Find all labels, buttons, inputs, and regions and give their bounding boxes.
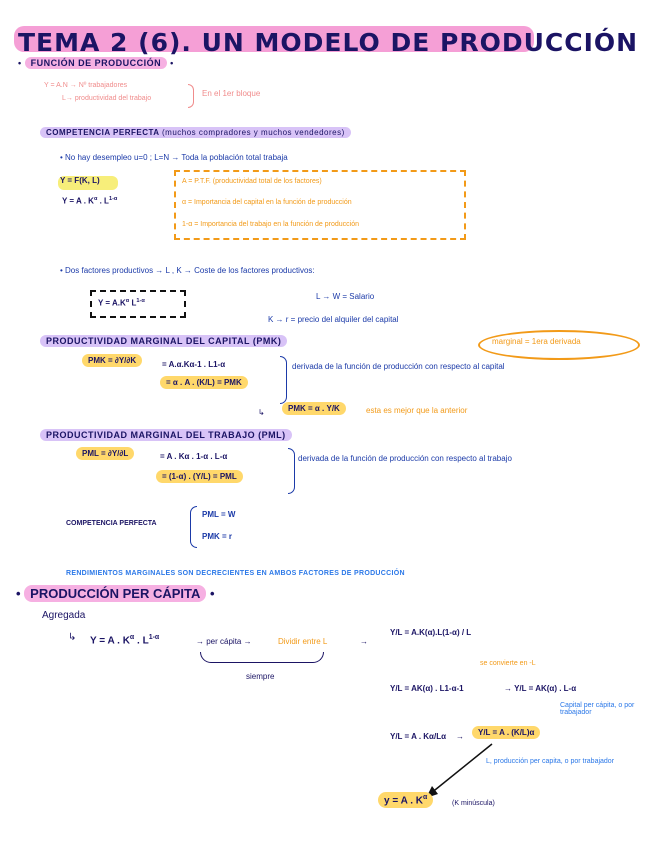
funcion-brace	[188, 84, 194, 108]
pmk-heading: PRODUCTIVIDAD MARGINAL DEL CAPITAL (PMK)	[40, 336, 287, 346]
cp2-brace	[190, 506, 197, 548]
def-a: A = P.T.F. (productividad total de los factores)	[182, 178, 322, 185]
eq-final: y = A . $K^\alpha$	[378, 792, 433, 808]
pml-heading: PRODUCTIVIDAD MARGINAL DEL TRABAJO (PML)	[40, 430, 292, 440]
pml-desc: derivada de la función de producción con respecto al trabajo	[298, 454, 512, 463]
pmk-f3: PMK = α . Y/K	[282, 402, 346, 415]
siempre-brace	[200, 652, 324, 663]
pml-f1-left: PML = ∂Y/∂L	[76, 447, 134, 460]
pmk-f1-left: PMK = ∂Y/∂K	[82, 354, 142, 367]
per-capita-label: → per cápita →	[196, 637, 252, 646]
pmk-desc: derivada de la función de producción con respecto al capital	[292, 362, 505, 371]
siempre-label: siempre	[246, 672, 275, 681]
per-capita-heading: • PRODUCCIÓN PER CÁPITA •	[16, 586, 215, 601]
frac1: Y/L = A.K(α).L(1-α) / L	[390, 628, 472, 637]
funcion-heading: • FUNCIÓN DE PRODUCCIÓN •	[18, 58, 174, 68]
eq-b2: → Y/L = AK(α) . L-α	[504, 684, 577, 693]
agregada-arrow: ↳	[68, 632, 77, 643]
dividir-arrow: →	[360, 637, 368, 646]
funcion-line2: L→ productividad del trabajo	[62, 95, 152, 102]
marginal-note: marginal = 1era derivada	[492, 337, 581, 346]
eq-main: Y = A . $K^\alpha$ . $L^{1-\alpha}$	[90, 634, 160, 647]
funcion-line1: Y = A.N → Nº trabajadores	[44, 82, 128, 89]
pmk-f1-right: = A.α.Kα-1 . L1-α	[162, 360, 226, 369]
agregada-label: Agregada	[42, 610, 86, 621]
cost-labor: L → W = Salario	[316, 292, 375, 301]
eq-b1: Y/L = AK(α) . L1-α-1	[390, 684, 464, 693]
dividir-label: Dividir entre L	[278, 637, 328, 646]
page-title: TEMA 2 (6). UN MODELO DE PRODUCCIÓN	[18, 28, 639, 57]
eq2: Y = A . $K^\alpha$ . $L^{1-\alpha}$	[62, 196, 118, 206]
cost-capital: K → r = precio del alquiler del capital	[268, 315, 399, 324]
note-prod: L, producción per capita, o por trabajador	[486, 758, 615, 765]
pmk-f2: = α . A . (K/L) = PMK	[160, 376, 248, 389]
competencia-bullet2: • Dos factores productivos → L , K → Coste de los factores productivos:	[60, 266, 315, 275]
funcion-side: En el 1er bloque	[202, 89, 261, 98]
cp2-a: PML = W	[202, 510, 236, 519]
pml-f1-right: = A . Kα . 1-α . L-α	[160, 452, 228, 461]
pmk-brace	[280, 356, 287, 404]
eq-c-arrow: →	[456, 732, 464, 741]
arrow-to-final	[420, 740, 500, 800]
eq1: Y = F(K, L)	[60, 176, 100, 185]
pmk-arrow: ↳	[258, 408, 265, 417]
note-convierte: se convierte en -L	[480, 660, 536, 667]
cp2-b: PMK = r	[202, 532, 233, 541]
def-alpha: α = Importancia del capital en la función de producción	[182, 199, 352, 206]
cp2-label: COMPETENCIA PERFECTA	[66, 520, 157, 527]
pml-brace	[288, 448, 295, 494]
rendimientos-note: RENDIMIENTOS MARGINALES SON DECRECIENTES EN AMBOS FACTORES DE PRODUCCIÓN	[66, 570, 405, 577]
eq-c1: Y/L = A . Kα/Lα	[390, 732, 446, 741]
note-capital: Capital per cápita, o por trabajador	[560, 702, 635, 716]
eq-c2: Y/L = A . (K/L)α	[472, 726, 540, 739]
final-note: (K minúscula)	[452, 800, 495, 807]
competencia-bullet1: • No hay desempleo u=0 ; L=N → Toda la población total trabaja	[60, 153, 288, 162]
eq3: $Y = A.K^\alpha$ $L^{1-\alpha}$	[98, 298, 145, 308]
def-one-minus-alpha: 1-α = Importancia del trabajo en la función de producción	[182, 221, 360, 228]
pml-f2: = (1-α) . (Y/L) = PML	[156, 470, 243, 483]
competencia-heading: COMPETENCIA PERFECTA (muchos compradores y muchos vendedores)	[40, 128, 351, 137]
pmk-f3-note: esta es mejor que la anterior	[366, 406, 468, 415]
